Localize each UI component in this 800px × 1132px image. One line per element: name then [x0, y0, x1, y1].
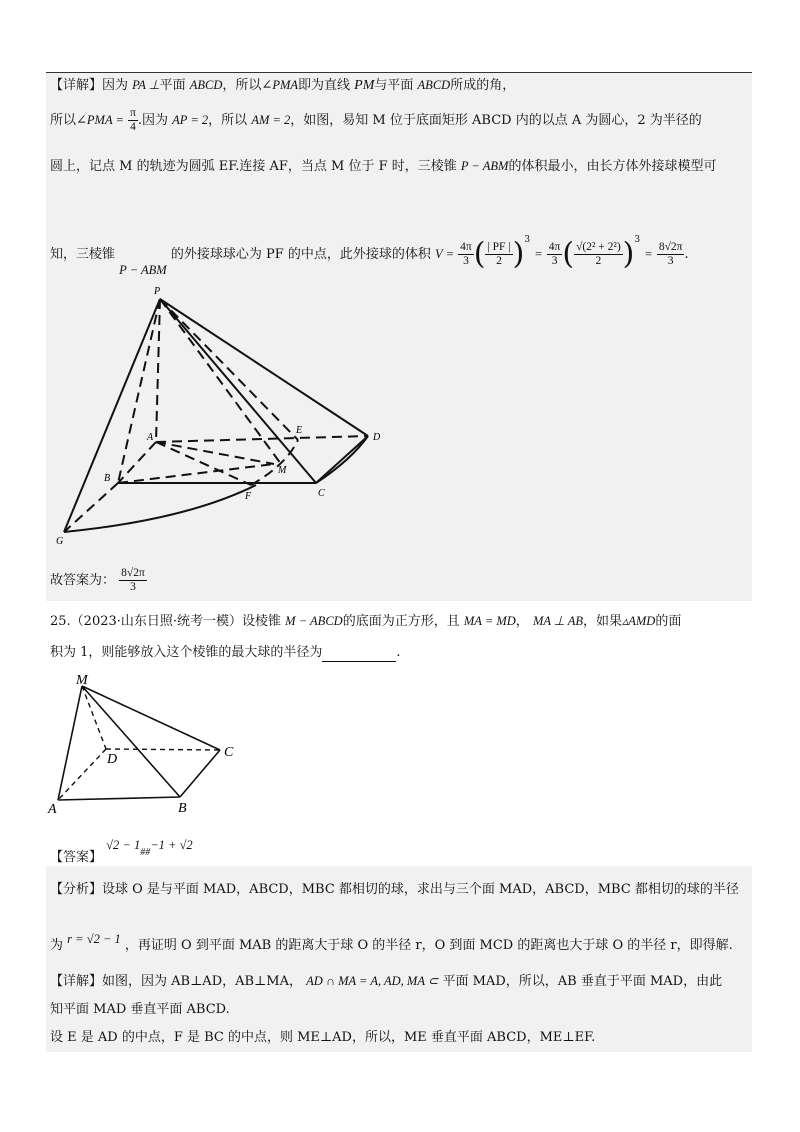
detail-line-1: 【详解】因为 PA ⊥平面 ABCD，所以∠PMA即为直线 PM与平面 ABCD所成的角，: [50, 78, 516, 93]
label-C: C: [224, 745, 234, 760]
label-F: F: [245, 491, 252, 502]
problem-25-line-1: 25.（2023·山东日照·统考一模）设棱锥 M − ABCD的底面为正方形，且 MA = MD， MA ⊥ AB，如果▵AMD的面: [50, 614, 682, 629]
label-A: A: [147, 432, 154, 443]
detail25-line-2: 知平面 MAD 垂直平面 ABCD.: [50, 1002, 230, 1017]
label-E: E: [296, 425, 303, 436]
answer-blank: [322, 649, 396, 662]
analysis-line-2: 为 r = √2 − 1 ，再证明 O 到平面 MAB 的距离大于球 O 的半径 r，O 到面 MCD 的距离也大于球 O 的半径 r，即得解.: [50, 932, 733, 953]
problem-25-line-2: 积为 1，则能够放入这个棱锥的最大球的半径为 .: [50, 645, 401, 660]
label-A: A: [48, 802, 57, 817]
detail-line-2: 所以∠PMA = $\frac{\pi}{4}$ .因为 AP = 2，所以 AM = 2，如图，易知 M 位于底面矩形 ABCD 内的以点 A 为圆心，2 为半径的: [50, 107, 702, 133]
label-G: G: [56, 536, 64, 547]
label-D: D: [107, 752, 118, 767]
label-B: B: [178, 801, 187, 816]
detail25-line-1: 【详解】如图，因为 AB⊥AD，AB⊥MA， AD ∩ MA = A, AD, MA ⊂ 平面 MAD，所以，AB 垂直于平面 MAD，由此: [50, 974, 723, 989]
label-M: M: [76, 673, 88, 688]
answer-25: 【答案】 √2 − 1##−1 + √2: [50, 838, 193, 865]
label-M: M: [278, 465, 287, 476]
analysis-line-1: 【分析】设球 O 是与平面 MAD，ABCD，MBC 都相切的球，求出与三个面 MAD，ABCD，MBC 都相切的球的半径: [50, 882, 739, 897]
label-P: P: [154, 286, 161, 297]
detail-line-4: 知，三棱锥 P − ABM 的外接球球心为 PF 的中点，此外接球的体积 V = $\frac{4\pi}{3}$ ( $\frac{| PF |}{2}$ )$^3$ = $\frac{4\pi}{3}$ ( $\frac{\text{√(2² + 2²)}}{2}$ )$^3$ = $\frac{8√2\pi}{3}$ .: [50, 235, 689, 277]
answer-line-1: 故答案为： $\frac{8√2\pi}{3}$: [50, 567, 145, 593]
label-B: B: [104, 473, 111, 484]
label-C: C: [318, 488, 325, 499]
pyramid-figure-1: [46, 280, 406, 550]
detail-line-3: 圆上，记点 M 的轨迹为圆弧 EF.连接 AF，当点 M 位于 F 时，三棱锥 P − ABM的体积最小，由长方体外接球模型可: [50, 159, 717, 174]
pyramid-figure-2: [46, 672, 256, 817]
label-D: D: [373, 432, 381, 443]
detail25-line-3: 设 E 是 AD 的中点，F 是 BC 的中点，则 ME⊥AD，所以，ME 垂直平面 ABCD，ME⊥EF.: [50, 1030, 596, 1045]
fraction-pi-over-4: $\frac{\pi}{4}$: [130, 107, 136, 133]
